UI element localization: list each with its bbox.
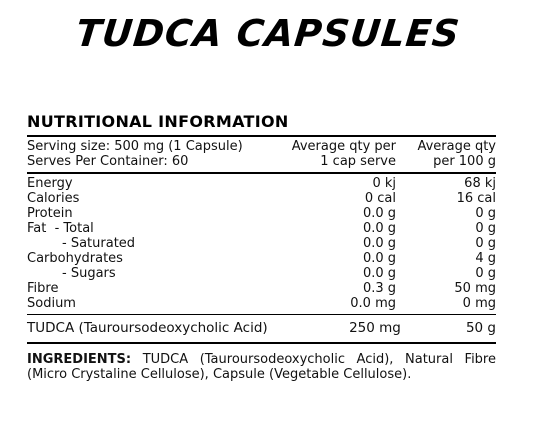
per-serve-value: 0.3 g (362, 281, 396, 296)
nutrient-label: - Sugars (62, 266, 116, 281)
per-100g-value: 16 cal (456, 191, 496, 206)
ingredients-paragraph (27, 352, 496, 382)
col-b-header-line2: per 100 g (433, 154, 496, 169)
per-100g-value: 0 mg (462, 296, 496, 311)
per-100g-value: 68 kj (464, 176, 496, 191)
ingredients-text: TUDCA (Tauroursodeoxycholic Acid), Natural Fibre (Micro Crystaline Cellulose), Capsule (Vegetable Cellulose). (27, 352, 496, 382)
nutrient-label: Fibre (27, 281, 59, 296)
table-row (27, 176, 496, 191)
per-serve-value: 0.0 g (362, 236, 396, 251)
table-row (27, 251, 496, 266)
per-100g-value: 0 g (475, 221, 496, 236)
nutrient-label: Energy (27, 176, 73, 191)
table-row (27, 296, 496, 311)
tudca-row (27, 315, 496, 342)
col-a-header-line2: 1 cap serve (320, 154, 396, 169)
nutrient-label: Carbohydrates (27, 251, 123, 266)
table-row (27, 281, 496, 296)
table-row (27, 191, 496, 206)
per-serve-value: 0.0 g (362, 266, 396, 281)
table-row (27, 206, 496, 221)
col-a-header-line1: Average qty per (291, 139, 396, 154)
per-serve-value: 0.0 g (362, 221, 396, 236)
product-title: TUDCA CAPSULES (73, 12, 463, 55)
tudca-per-serve: 250 mg (349, 320, 401, 336)
per-100g-value: 0 g (475, 236, 496, 251)
nutrition-heading: NUTRITIONAL INFORMATION (27, 112, 289, 131)
tudca-per-100g: 50 g (465, 320, 496, 336)
table-row (27, 266, 496, 281)
nutrient-label: Protein (27, 206, 73, 221)
tudca-label: TUDCA (Tauroursodeoxycholic Acid) (27, 320, 268, 336)
per-serve-value: 0.0 g (362, 251, 396, 266)
tudca-divider (27, 342, 496, 344)
per-100g-value: 4 g (475, 251, 496, 266)
per-serve-value: 0 cal (364, 191, 396, 206)
col-b-header-line1: Average qty (417, 139, 496, 154)
nutrient-label: Fat - Total (27, 221, 94, 236)
nutrient-rows (27, 174, 496, 314)
table-row (27, 236, 496, 251)
table-row (27, 221, 496, 236)
per-serve-value: 0.0 mg (350, 296, 396, 311)
nutrient-label: - Saturated (62, 236, 136, 251)
nutrition-panel (27, 112, 496, 382)
serves-per-container: Serves Per Container: 60 (27, 154, 189, 169)
serving-size: Serving size: 500 mg (1 Capsule) (27, 139, 243, 154)
serving-header (27, 137, 496, 172)
per-100g-value: 0 g (475, 266, 496, 281)
ingredients-label: INGREDIENTS: (27, 352, 132, 367)
per-serve-value: 0.0 g (362, 206, 396, 221)
per-100g-value: 50 mg (454, 281, 496, 296)
nutrient-label: Calories (27, 191, 80, 206)
nutrient-label: Sodium (27, 296, 76, 311)
per-100g-value: 0 g (475, 206, 496, 221)
per-serve-value: 0 kj (372, 176, 396, 191)
